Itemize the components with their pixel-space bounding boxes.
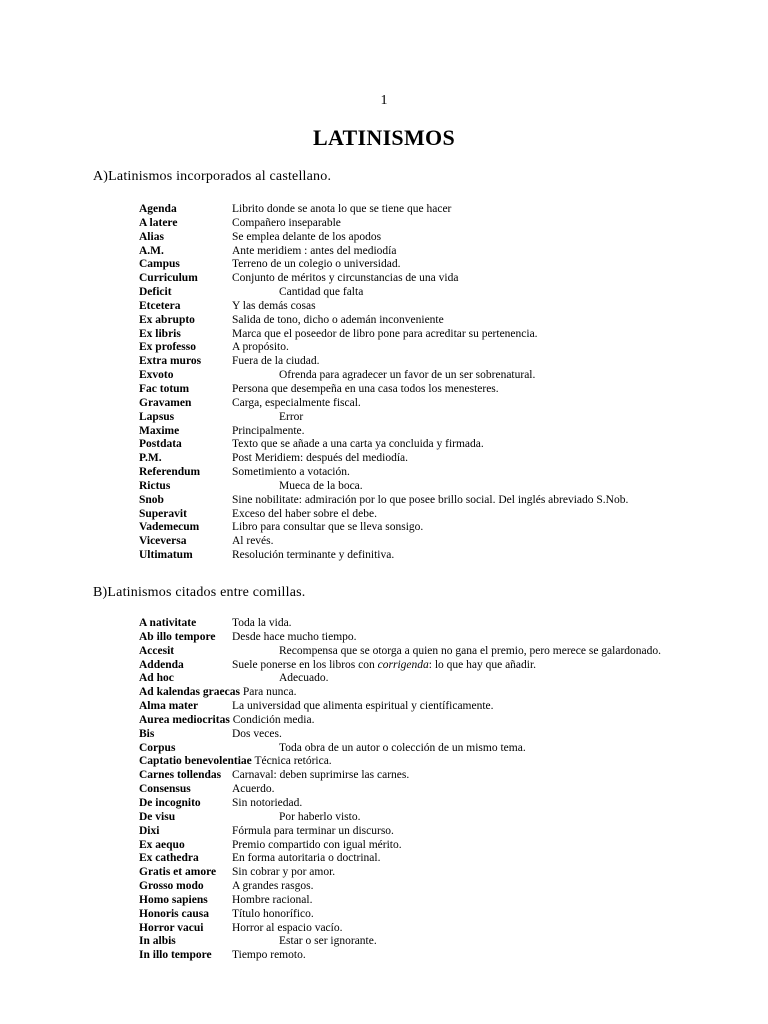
term: Bis (139, 727, 155, 740)
term: Carnes tollendas (139, 769, 222, 782)
term-entry (139, 535, 675, 549)
term-entry (139, 217, 675, 231)
term-entry (139, 949, 675, 963)
section-a-term-list (139, 203, 675, 563)
definition-emphasis: corrigenda (377, 658, 429, 671)
term-entry (139, 714, 675, 728)
term-entry (139, 866, 675, 880)
term-entry (139, 797, 675, 811)
definition: Fuera de la ciudad. (232, 355, 320, 368)
term-entry (139, 769, 675, 783)
term: Alma mater (139, 700, 199, 713)
term-entry (139, 922, 675, 936)
definition: Dos veces. (232, 727, 282, 740)
definition-text: Suele ponerse en los libros con (232, 658, 378, 671)
definition (139, 659, 675, 673)
term: In albis (139, 935, 176, 948)
definition: Y las demás cosas (232, 299, 316, 312)
term-entry (139, 245, 675, 259)
definition: Condición media. (232, 713, 315, 726)
term: Viceversa (139, 535, 187, 548)
definition: Post Meridiem: después del mediodía. (232, 452, 408, 465)
term-entry (139, 355, 675, 369)
definition: Desde hace mucho tiempo. (232, 630, 357, 643)
definition: Principalmente. (232, 424, 305, 437)
term: Ultimatum (139, 549, 193, 562)
term: Ex professo (139, 341, 196, 354)
definition: Técnica retórica. (254, 755, 332, 768)
term-entry (139, 880, 675, 894)
definition: Sin notoriedad. (232, 796, 303, 809)
term-entry (139, 935, 675, 949)
term: Exvoto (139, 369, 174, 382)
term: Deficit (139, 286, 172, 299)
term-entry (139, 631, 675, 645)
term-entry (139, 383, 675, 397)
term-entry (139, 783, 675, 797)
definition: Sin cobrar y por amor. (232, 866, 336, 879)
definition: En forma autoritaria o doctrinal. (232, 852, 381, 865)
definition: Para nunca. (242, 686, 297, 699)
term: Ex abrupto (139, 313, 195, 326)
term-entry (139, 755, 675, 769)
term: Ad hoc (139, 672, 174, 685)
definition: Conjunto de méritos y circunstancias de una vida (232, 272, 459, 285)
definition: Texto que se añade a una carta ya concluida y firmada. (232, 438, 484, 451)
term-entry (139, 480, 675, 494)
term-entry (139, 686, 675, 700)
term-entry (139, 825, 675, 839)
term-entry (139, 341, 675, 355)
term: P.M. (139, 452, 162, 465)
definition: Resolución terminante y definitiva. (232, 549, 395, 562)
term: A nativitate (139, 617, 197, 629)
term-entry (139, 811, 675, 825)
definition: Estar o ser ignorante. (279, 935, 377, 948)
term: A.M. (139, 244, 164, 257)
term-entry (139, 908, 675, 922)
term: Ad kalendas graecas (139, 686, 240, 699)
term-entry (139, 617, 675, 631)
term: Grosso modo (139, 880, 204, 893)
definition: Exceso del haber sobre el debe. (232, 507, 377, 520)
term: Gravamen (139, 396, 192, 409)
term-entry (139, 438, 675, 452)
term: Captatio benevolentiae (139, 755, 252, 768)
definition: Marca que el poseedor de libro pone para acreditar su pertenencia. (232, 327, 538, 340)
definition: Fórmula para terminar un discurso. (232, 824, 394, 837)
definition: Acuerdo. (232, 783, 275, 796)
term-entry (139, 549, 675, 563)
term: Ex cathedra (139, 852, 199, 865)
term-entry (139, 672, 675, 686)
definition: Terreno de un colegio o universidad. (232, 258, 401, 271)
term-entry (139, 728, 675, 742)
term: Ab illo tempore (139, 630, 216, 643)
term-entry (139, 411, 675, 425)
term-entry (139, 425, 675, 439)
term-entry (139, 521, 675, 535)
term: Accesit (139, 644, 175, 657)
definition: Recompensa que se otorga a quien no gana el premio, pero merece se galardonado. (279, 644, 662, 657)
term: Ex libris (139, 327, 181, 340)
section-b-term-list (139, 617, 675, 963)
definition: Adecuado. (279, 672, 329, 685)
term-entry (139, 272, 675, 286)
definition: Toda obra de un autor o colección de un mismo tema. (279, 741, 526, 754)
definition: Carnaval: deben suprimirse las carnes. (232, 769, 410, 782)
definition: Ante meridiem : antes del mediodía (232, 244, 397, 257)
term: Aurea mediocritas (139, 713, 230, 726)
definition: Ofrenda para agradecer un favor de un ser sobrenatural. (279, 369, 536, 382)
term: De visu (139, 810, 176, 823)
definition: Libro para consultar que se lleva sonsigo. (232, 521, 424, 534)
term: Postdata (139, 438, 182, 451)
page-number: 1 (380, 93, 388, 108)
term-entry (139, 742, 675, 756)
term-entry (139, 852, 675, 866)
term-entry (139, 700, 675, 714)
term-entry (139, 369, 675, 383)
term: A latere (139, 216, 178, 229)
term: De incognito (139, 796, 201, 809)
term-entry (139, 839, 675, 853)
term: Curriculum (139, 272, 198, 285)
definition: Premio compartido con igual mérito. (232, 838, 402, 851)
definition: Toda la vida. (232, 617, 292, 629)
section-b-heading: B)Latinismos citados entre comillas. (93, 585, 306, 600)
section-a-heading: A)Latinismos incorporados al castellano. (93, 169, 332, 184)
term-entry (139, 645, 675, 659)
term-entry (139, 494, 675, 508)
definition: Horror al espacio vacío. (232, 921, 343, 934)
definition: Carga, especialmente fiscal. (232, 396, 361, 409)
definition: Por haberlo visto. (279, 810, 361, 823)
definition: Hombre racional. (232, 893, 313, 906)
term: Vademecum (139, 521, 200, 534)
definition: Mueca de la boca. (279, 479, 363, 492)
term: Honoris causa (139, 907, 209, 920)
term: Dixi (139, 824, 160, 837)
definition: Error (279, 410, 304, 423)
definition: Cantidad que falta (279, 286, 364, 299)
term: Homo sapiens (139, 893, 208, 906)
term: Agenda (139, 203, 177, 215)
term-entry (139, 659, 675, 673)
term: Ex aequo (139, 838, 185, 851)
term-entry (139, 397, 675, 411)
definition: La universidad que alimenta espiritual y científicamente. (232, 700, 494, 713)
definition: Persona que desempeña en una casa todos los menesteres. (232, 382, 499, 395)
definition: Compañero inseparable (232, 216, 341, 229)
term: Rictus (139, 479, 171, 492)
definition: Título honorífico. (232, 907, 314, 920)
term-entry (139, 286, 675, 300)
term-entry (139, 300, 675, 314)
definition: Sometimiento a votación. (232, 466, 350, 479)
term: Alias (139, 230, 164, 243)
definition-text: : lo que hay que añadir. (428, 658, 537, 671)
page-title: LATINISMOS (313, 125, 455, 150)
definition: Tiempo remoto. (232, 949, 306, 962)
term: Consensus (139, 783, 191, 796)
term: Campus (139, 258, 180, 271)
term: Corpus (139, 741, 176, 754)
term: Lapsus (139, 410, 175, 423)
term: Referendum (139, 466, 201, 479)
definition: A grandes rasgos. (232, 880, 314, 893)
definition: A propósito. (232, 341, 289, 354)
term-entry (139, 258, 675, 272)
term-entry (139, 314, 675, 328)
term: Addenda (139, 658, 184, 671)
term-entry (139, 466, 675, 480)
term: Etcetera (139, 299, 181, 312)
term: Gratis et amore (139, 866, 217, 879)
definition: Se emplea delante de los apodos (232, 230, 382, 243)
term: Horror vacui (139, 921, 204, 934)
term-entry (139, 231, 675, 245)
term: Superavit (139, 507, 187, 520)
term-entry (139, 894, 675, 908)
term-entry (139, 508, 675, 522)
term: Maxime (139, 424, 180, 437)
term: Fac totum (139, 382, 190, 395)
definition: Salida de tono, dicho o ademán inconveniente (232, 313, 444, 326)
term: Snob (139, 493, 164, 506)
term: In illo tempore (139, 949, 212, 962)
definition: Sine nobilitate: admiración por lo que posee brillo social. Del inglés abreviado S.Nob. (232, 493, 629, 506)
definition: Al revés. (232, 535, 274, 548)
term: Extra muros (139, 355, 202, 368)
term-entry (139, 328, 675, 342)
definition: Librito donde se anota lo que se tiene que hacer (232, 203, 452, 215)
term-entry (139, 203, 675, 217)
term-entry (139, 452, 675, 466)
